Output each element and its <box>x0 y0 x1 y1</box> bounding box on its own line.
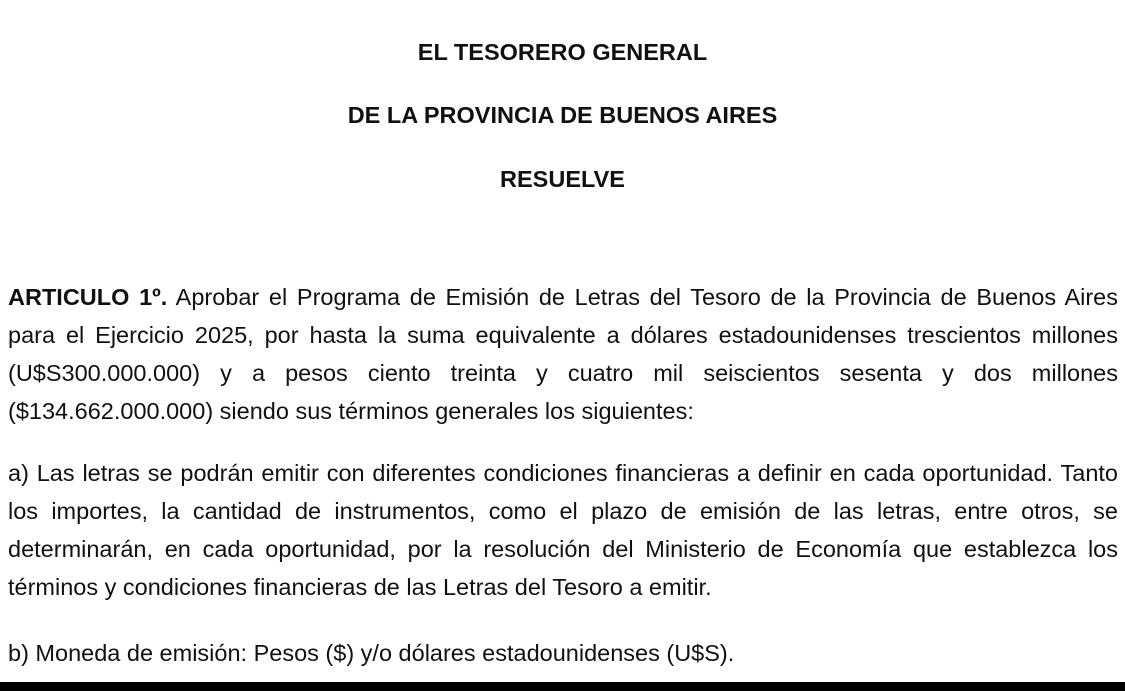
clause-a-paragraph: a) Las letras se podrán emitir con diferentes condiciones financieras a definir en cada oportunidad. Tanto los importes, la cantidad de instrumentos, como el plazo de emisión de las letras, entre otros, se determinarán, en cada oportunidad, por la resolución del Ministerio de Economía que establezca los términos y condiciones financieras de las Letras del Tesoro a emitir. <box>8 460 1118 600</box>
bottom-border <box>0 682 1125 691</box>
article-1-paragraph <box>8 278 1118 430</box>
heading-resuelve: RESUELVE <box>500 166 625 192</box>
heading-title: EL TESORERO GENERAL <box>417 39 708 65</box>
clause-b-paragraph: b) Moneda de emisión: Pesos ($) y/o dólares estadounidenses (U$S). <box>8 640 735 666</box>
heading-province: DE LA PROVINCIA DE BUENOS AIRES <box>347 102 778 128</box>
article-1-label: ARTICULO 1º. <box>8 284 168 310</box>
article-1-text: Aprobar el Programa de Emisión de Letras del Tesoro de la Provincia de Buenos Aires para el Ejercicio 2025, por hasta la suma equivalente a dólares estadounidenses trescientos millones (U$S300.000.000) y a pesos ciento treinta y cuatro mil seiscientos sesenta y dos millones ($134.662.000.000) siendo sus términos generales los siguientes: <box>8 284 1118 424</box>
